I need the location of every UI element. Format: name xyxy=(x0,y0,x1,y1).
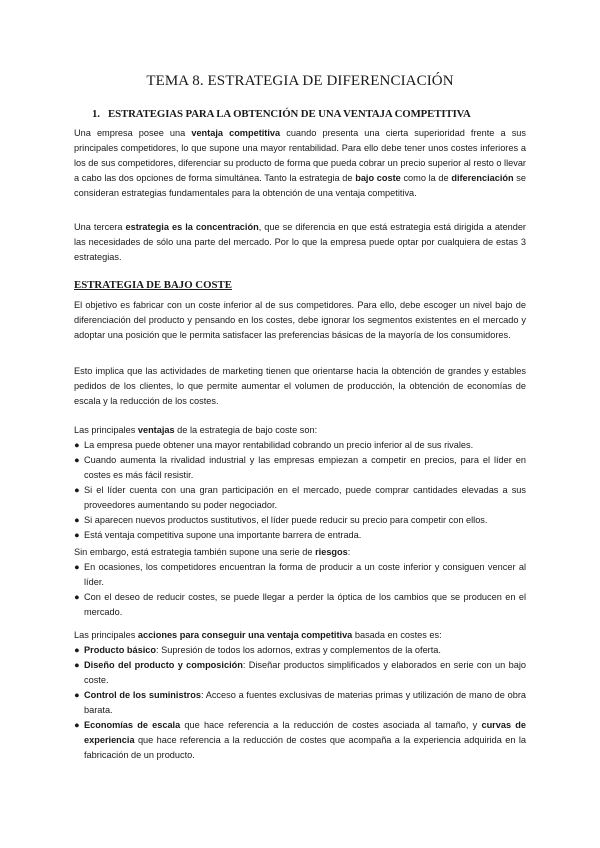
list-item-text: : Acceso a fuentes exclusivas de materias primas y utilización de mano de obra barata. xyxy=(84,690,527,715)
bold-term: diferenciación xyxy=(451,173,514,183)
ventajas-intro xyxy=(74,423,526,438)
riesgos-intro xyxy=(74,545,526,560)
page-title: TEMA 8. ESTRATEGIA DE DIFERENCIACIÓN xyxy=(146,73,454,89)
text-run: de la estrategia de bajo coste son: xyxy=(174,425,318,435)
text-run: Sin embargo, está estrategia también supone una serie de xyxy=(74,547,316,557)
riesgos-block xyxy=(74,545,526,620)
list-item-text: Si aparecen nuevos productos sustitutivos, el líder puede reducir su precio para competir con ellos. xyxy=(84,515,488,525)
text-run: cuando presenta una cierta superioridad frente a sus principales competidores, lo que supone una mayor rentabilidad. Para ello debe tener unos costes inferiores a los de sus competidores, diferenciar su producto de forma que pueda cobrar un precio superior al resto o llevar a cabo las dos opciones de forma simultánea. Tanto la estrategia de xyxy=(74,128,527,183)
section-number: 1. xyxy=(92,108,100,120)
ventajas-list xyxy=(74,438,526,543)
text-run: se consideran estrategias fundamentales para la obtención de una ventaja competitiva. xyxy=(74,173,527,198)
text-run: : xyxy=(347,547,351,557)
paragraph-marketing: Esto implica que las actividades de marketing tienen que orientarse hacia la obtención de grandes y estables pedidos de los clientes, lo que permite aumentar el volumen de producción, la obtención de economías de escala y la reducción de los costes. xyxy=(74,366,526,406)
paragraph-concentracion xyxy=(74,220,526,265)
section-heading-1 xyxy=(92,108,471,120)
bullet-icon: ● xyxy=(74,515,80,525)
list-item xyxy=(74,643,526,658)
bullet-icon: ● xyxy=(74,720,80,730)
bullet-icon: ● xyxy=(74,455,80,465)
text-run: Una tercera xyxy=(74,222,126,232)
text-run: Las principales xyxy=(74,425,138,435)
list-item xyxy=(74,560,526,590)
acciones-intro xyxy=(74,628,526,643)
list-item-text: que hace referencia a la reducción de costes que acompaña a la experiencia adquirida en la fabricación de un producto. xyxy=(84,735,526,760)
list-item-text: Cuando aumenta la rivalidad industrial y las empresas empiezan a competir en precios, para el líder en costes es más fácil resistir. xyxy=(84,455,526,480)
text-run: como la de xyxy=(400,173,452,183)
text-run: basada en costes es: xyxy=(352,630,442,640)
bold-term: Economías de escala xyxy=(84,720,181,730)
text-run: , que se diferencia en que está estrategia está dirigida a atender las necesidades de sólo una parte del mercado. Por lo que la empresa puede optar por cualquiera de estas 3 estrategias. xyxy=(74,222,526,262)
list-item-text: : Diseñar productos simplificados y elaborados en serie con un bajo coste. xyxy=(84,660,526,685)
list-item-text: La empresa puede obtener una mayor rentabilidad cobrando un precio inferior al de sus rivales. xyxy=(84,440,474,450)
bullet-icon: ● xyxy=(74,592,80,602)
bold-term: Control de los suministros xyxy=(84,690,201,700)
list-item xyxy=(74,438,526,453)
list-item-text: : Supresión de todos los adornos, extras y complementos de la oferta. xyxy=(155,645,441,655)
list-item xyxy=(74,590,526,620)
list-item-text: Con el deseo de reducir costes, se puede llegar a perder la óptica de los cambios que se producen en el mercado. xyxy=(84,592,526,617)
bold-term: Producto básico xyxy=(84,645,156,655)
bold-term: ventaja competitiva xyxy=(191,128,281,138)
bullet-icon: ● xyxy=(74,690,80,700)
bullet-icon: ● xyxy=(74,530,80,540)
bold-term: estrategia es la concentración xyxy=(125,222,259,232)
paragraph-objetivo: El objetivo es fabricar con un coste inferior al de sus competidores. Para ello, debe escoger un nivel bajo de diferenciación del producto y pensando en los costes, debe ignorar los segmentos existentes en el mercado y adoptar una posición que le permita satisfacer las preferencias básicas de la mayoría de los consumidores. xyxy=(74,300,526,340)
list-item-text: que hace referencia a la reducción de costes asociada al tamaño, y xyxy=(180,720,482,730)
bold-term: ventajas xyxy=(137,425,175,435)
section-heading-bajo-coste: ESTRATEGIA DE BAJO COSTE xyxy=(74,279,232,291)
acciones-block xyxy=(74,628,526,763)
section-heading-text: ESTRATEGIAS PARA LA OBTENCIÓN DE UNA VENTAJA COMPETITIVA xyxy=(108,108,471,120)
bold-term: acciones para conseguir una ventaja competitiva xyxy=(137,630,353,640)
bullet-icon: ● xyxy=(74,645,80,655)
bullet-icon: ● xyxy=(74,485,80,495)
bold-term: riesgos xyxy=(315,547,348,557)
bold-term: bajo coste xyxy=(355,173,401,183)
bullet-icon: ● xyxy=(74,660,80,670)
list-item xyxy=(74,483,526,513)
list-item-text: Está ventaja competitiva supone una importante barrera de entrada. xyxy=(84,530,362,540)
list-item xyxy=(74,513,526,528)
list-item xyxy=(74,718,526,763)
riesgos-list xyxy=(74,560,526,620)
list-item xyxy=(74,688,526,718)
list-item-text: En ocasiones, los competidores encuentran la forma de producir a un coste inferior y consiguen vencer al líder. xyxy=(84,562,526,587)
bold-term: Diseño del producto y composición xyxy=(84,660,243,670)
list-item xyxy=(74,453,526,483)
text-run: Una empresa posee una xyxy=(74,128,192,138)
list-item xyxy=(74,658,526,688)
acciones-list xyxy=(74,643,526,763)
paragraph-ventaja-competitiva xyxy=(74,126,526,201)
bold-term: curvas de experiencia xyxy=(84,720,526,745)
list-item-text: Si el líder cuenta con una gran participación en el mercado, puede comprar cantidades elevadas a sus proveedores aumentando su poder negociador. xyxy=(84,485,526,510)
list-item xyxy=(74,528,526,543)
bullet-icon: ● xyxy=(74,562,80,572)
bullet-icon: ● xyxy=(74,440,80,450)
text-run: Las principales xyxy=(74,630,138,640)
ventajas-block xyxy=(74,423,526,543)
